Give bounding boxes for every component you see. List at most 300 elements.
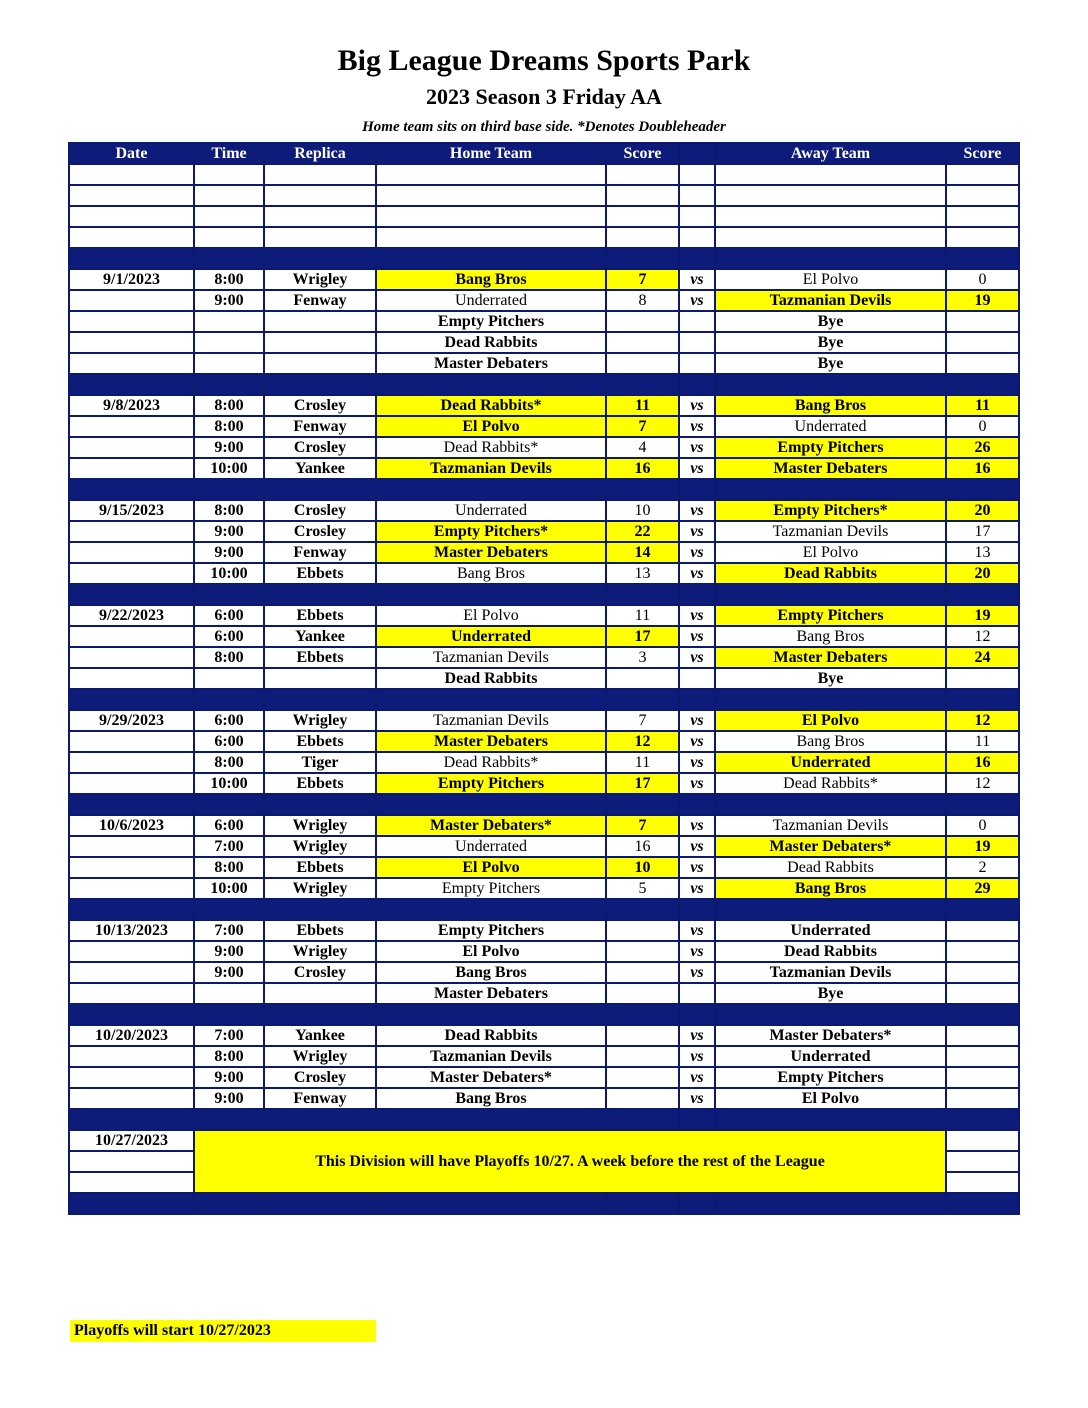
home-team: Bang Bros [376,269,606,290]
week-date-empty [69,647,194,668]
vs-label: vs [679,773,715,794]
separator-cell [606,584,679,605]
blank-cell [946,206,1019,227]
week-separator [69,1193,1019,1214]
separator-cell [69,374,194,395]
home-team: El Polvo [376,605,606,626]
week-date-empty [69,353,194,374]
game-time: 6:00 [194,815,264,836]
page-subtitle: 2023 Season 3 Friday AA [426,84,662,109]
vs-label: vs [679,458,715,479]
away-score: 26 [946,437,1019,458]
game-field: Fenway [264,290,376,311]
vs-label: vs [679,1025,715,1046]
home-team: Bang Bros [376,962,606,983]
game-time: 6:00 [194,731,264,752]
vs-label [679,353,715,374]
vs-label: vs [679,626,715,647]
blank-cell [264,227,376,248]
vs-label: vs [679,710,715,731]
home-score: 7 [606,815,679,836]
away-team: Empty Pitchers [715,437,946,458]
away-score: 29 [946,878,1019,899]
home-score: 16 [606,836,679,857]
week-separator [69,794,1019,815]
separator-cell [946,689,1019,710]
separator-cell [264,794,376,815]
separator-cell [194,899,264,920]
home-score: 10 [606,857,679,878]
separator-cell [264,1004,376,1025]
away-score: 11 [946,395,1019,416]
separator-cell [194,689,264,710]
game-time: 9:00 [194,962,264,983]
week-date: 9/22/2023 [69,605,194,626]
home-score [606,1067,679,1088]
separator-cell [376,479,606,500]
away-score [946,1088,1019,1109]
week-date-empty [69,1046,194,1067]
vs-label: vs [679,647,715,668]
vs-label: vs [679,500,715,521]
away-score: 0 [946,269,1019,290]
separator-cell [679,479,715,500]
away-score [946,983,1019,1004]
game-time: 9:00 [194,1088,264,1109]
game-time: 8:00 [194,752,264,773]
blank-cell [69,1172,194,1193]
separator-cell [606,1004,679,1025]
separator-cell [606,248,679,269]
away-team: Bang Bros [715,395,946,416]
separator-cell [376,374,606,395]
game-row [69,983,1019,1004]
away-team: Dead Rabbits [715,941,946,962]
week-date-empty [69,1067,194,1088]
blank-cell [679,227,715,248]
away-team: El Polvo [715,1088,946,1109]
game-row [69,395,1019,416]
week-date-empty [69,458,194,479]
game-field [264,668,376,689]
game-field: Fenway [264,1088,376,1109]
game-time: 8:00 [194,647,264,668]
separator-cell [69,1109,194,1130]
game-time: 10:00 [194,458,264,479]
away-team: Dead Rabbits [715,857,946,878]
game-row [69,941,1019,962]
home-score [606,983,679,1004]
separator-cell [715,794,946,815]
week-date-empty [69,983,194,1004]
blank-cell [69,164,194,185]
separator-cell [679,248,715,269]
game-time: 10:00 [194,878,264,899]
separator-cell [376,899,606,920]
home-team: Master Debaters [376,542,606,563]
game-field: Crosley [264,395,376,416]
separator-cell [606,1193,679,1214]
separator-cell [679,899,715,920]
week-date-empty [69,857,194,878]
away-team: Underrated [715,920,946,941]
away-score: 19 [946,836,1019,857]
week-separator [69,1004,1019,1025]
separator-cell [264,584,376,605]
game-row [69,311,1019,332]
separator-cell [194,479,264,500]
game-row [69,1025,1019,1046]
game-row [69,857,1019,878]
blank-cell [715,206,946,227]
game-row [69,563,1019,584]
game-time: 9:00 [194,521,264,542]
game-time: 7:00 [194,920,264,941]
away-team: Empty Pitchers* [715,500,946,521]
game-time: 9:00 [194,437,264,458]
vs-label: vs [679,1067,715,1088]
game-time [194,311,264,332]
home-team: Dead Rabbits* [376,437,606,458]
vs-label: vs [679,878,715,899]
separator-cell [194,584,264,605]
separator-cell [69,584,194,605]
blank-cell [715,227,946,248]
page-title: Big League Dreams Sports Park [337,44,751,77]
separator-cell [376,584,606,605]
separator-cell [679,1193,715,1214]
week-date-empty [69,542,194,563]
separator-cell [376,1004,606,1025]
game-field [264,983,376,1004]
game-row [69,332,1019,353]
playoffs-message: This Division will have Playoffs 10/27. A week before the rest of the League [194,1130,946,1193]
blank-cell [946,227,1019,248]
game-time: 8:00 [194,416,264,437]
separator-cell [69,479,194,500]
game-field: Ebbets [264,563,376,584]
game-row [69,962,1019,983]
away-team: Master Debaters [715,647,946,668]
away-score [946,1067,1019,1088]
home-team: Tazmanian Devils [376,458,606,479]
home-score [606,941,679,962]
week-separator [69,899,1019,920]
home-score [606,1046,679,1067]
separator-cell [715,248,946,269]
separator-cell [679,584,715,605]
game-row [69,1067,1019,1088]
away-score: 19 [946,605,1019,626]
home-score: 11 [606,605,679,626]
week-date-empty [69,332,194,353]
game-row [69,605,1019,626]
away-score [946,311,1019,332]
away-score: 12 [946,710,1019,731]
away-score [946,668,1019,689]
game-field [264,311,376,332]
separator-cell [946,1004,1019,1025]
week-date-empty [69,521,194,542]
blank-cell [376,164,606,185]
separator-cell [715,1004,946,1025]
separator-cell [946,1193,1019,1214]
away-score [946,332,1019,353]
away-team: Underrated [715,752,946,773]
game-row [69,752,1019,773]
game-time: 9:00 [194,941,264,962]
blank-cell [679,206,715,227]
separator-cell [376,794,606,815]
separator-cell [715,1109,946,1130]
blank-cell [194,227,264,248]
home-score [606,1088,679,1109]
blank-cell [194,206,264,227]
game-row [69,500,1019,521]
home-team: Underrated [376,836,606,857]
home-team: El Polvo [376,941,606,962]
week-date: 9/29/2023 [69,710,194,731]
home-score [606,1025,679,1046]
game-row [69,626,1019,647]
vs-label [679,311,715,332]
week-separator [69,479,1019,500]
home-team: Empty Pitchers [376,878,606,899]
separator-cell [679,374,715,395]
vs-label: vs [679,941,715,962]
game-field: Ebbets [264,731,376,752]
blank-row [69,227,1019,248]
blank-cell [376,206,606,227]
home-team: Tazmanian Devils [376,710,606,731]
game-row [69,836,1019,857]
away-score: 0 [946,815,1019,836]
away-score: 12 [946,626,1019,647]
game-row [69,353,1019,374]
game-row [69,815,1019,836]
week-date-empty [69,563,194,584]
blank-cell [606,164,679,185]
home-team: Bang Bros [376,563,606,584]
col-vs [679,143,715,164]
game-time: 8:00 [194,500,264,521]
blank-cell [606,227,679,248]
away-team: El Polvo [715,542,946,563]
home-score: 22 [606,521,679,542]
week-date: 10/13/2023 [69,920,194,941]
game-row [69,668,1019,689]
away-team: Tazmanian Devils [715,815,946,836]
col-home-score: Score [606,143,679,164]
schedule-table [68,142,1020,1215]
playoffs-row [69,1130,1019,1151]
game-time: 9:00 [194,542,264,563]
blank-cell [946,1151,1019,1172]
page-note: Home team sits on third base side. *Denotes Doubleheader [362,119,726,135]
home-team: Empty Pitchers* [376,521,606,542]
blank-cell [946,1130,1019,1151]
separator-cell [679,794,715,815]
separator-cell [946,584,1019,605]
separator-cell [715,584,946,605]
home-team: Empty Pitchers [376,773,606,794]
game-field: Wrigley [264,878,376,899]
home-score: 11 [606,752,679,773]
away-score [946,962,1019,983]
home-score: 7 [606,710,679,731]
separator-cell [69,689,194,710]
game-field [264,332,376,353]
game-field: Ebbets [264,605,376,626]
home-team: Dead Rabbits* [376,752,606,773]
away-score [946,1046,1019,1067]
game-row [69,731,1019,752]
vs-label: vs [679,395,715,416]
game-time [194,668,264,689]
home-score: 14 [606,542,679,563]
separator-cell [194,1193,264,1214]
separator-cell [715,1193,946,1214]
blank-cell [264,206,376,227]
separator-cell [606,374,679,395]
blank-cell [376,227,606,248]
game-row [69,1046,1019,1067]
separator-cell [606,479,679,500]
home-team: Dead Rabbits* [376,395,606,416]
away-score [946,353,1019,374]
game-row [69,521,1019,542]
blank-cell [194,185,264,206]
col-home-team: Home Team [376,143,606,164]
col-time: Time [194,143,264,164]
separator-cell [376,689,606,710]
week-date-empty [69,416,194,437]
vs-label: vs [679,752,715,773]
vs-label: vs [679,836,715,857]
game-row [69,878,1019,899]
separator-cell [69,1193,194,1214]
game-time: 8:00 [194,1046,264,1067]
separator-cell [69,1004,194,1025]
separator-cell [194,248,264,269]
week-separator [69,248,1019,269]
game-field: Ebbets [264,647,376,668]
game-field: Wrigley [264,710,376,731]
vs-label [679,332,715,353]
away-score: 20 [946,563,1019,584]
vs-label: vs [679,815,715,836]
game-time [194,353,264,374]
playoffs-date: 10/27/2023 [69,1130,194,1151]
week-separator [69,584,1019,605]
away-score [946,920,1019,941]
game-time: 9:00 [194,1067,264,1088]
game-row [69,710,1019,731]
away-team: Tazmanian Devils [715,962,946,983]
away-score: 24 [946,647,1019,668]
separator-cell [606,794,679,815]
vs-label: vs [679,290,715,311]
away-score: 17 [946,521,1019,542]
away-team: Bang Bros [715,731,946,752]
week-date: 10/20/2023 [69,1025,194,1046]
vs-label: vs [679,857,715,878]
away-team: Bang Bros [715,878,946,899]
separator-cell [194,1004,264,1025]
week-date-empty [69,752,194,773]
home-score: 7 [606,269,679,290]
away-score: 2 [946,857,1019,878]
home-score: 5 [606,878,679,899]
col-date: Date [69,143,194,164]
home-score: 7 [606,416,679,437]
game-field: Crosley [264,437,376,458]
separator-cell [264,689,376,710]
vs-label [679,668,715,689]
home-team: Master Debaters* [376,1067,606,1088]
away-score: 16 [946,752,1019,773]
home-team: Tazmanian Devils [376,647,606,668]
blank-row [69,206,1019,227]
home-team: El Polvo [376,416,606,437]
home-score [606,311,679,332]
col-away-team: Away Team [715,143,946,164]
week-separator [69,689,1019,710]
separator-cell [946,794,1019,815]
separator-cell [264,374,376,395]
blank-cell [194,164,264,185]
separator-cell [946,248,1019,269]
vs-label: vs [679,1046,715,1067]
week-date-empty [69,941,194,962]
away-team: Empty Pitchers [715,605,946,626]
separator-cell [606,899,679,920]
home-score [606,962,679,983]
week-date-empty [69,878,194,899]
col-away-score: Score [946,143,1019,164]
game-row [69,920,1019,941]
away-team: Bye [715,353,946,374]
vs-label: vs [679,542,715,563]
blank-row [69,164,1019,185]
separator-cell [264,248,376,269]
home-score: 17 [606,773,679,794]
blank-cell [679,185,715,206]
blank-cell [69,206,194,227]
week-date: 10/6/2023 [69,815,194,836]
blank-cell [946,1172,1019,1193]
away-score: 12 [946,773,1019,794]
home-team: Master Debaters [376,983,606,1004]
game-time [194,332,264,353]
vs-label: vs [679,563,715,584]
away-team: Bye [715,983,946,1004]
separator-cell [715,374,946,395]
home-score [606,668,679,689]
blank-cell [715,164,946,185]
away-team: El Polvo [715,269,946,290]
away-team: Bye [715,332,946,353]
week-date: 9/15/2023 [69,500,194,521]
home-score [606,920,679,941]
separator-cell [194,794,264,815]
home-score: 3 [606,647,679,668]
separator-cell [264,1193,376,1214]
separator-cell [376,248,606,269]
home-team: Underrated [376,290,606,311]
away-team: Dead Rabbits [715,563,946,584]
blank-cell [679,164,715,185]
